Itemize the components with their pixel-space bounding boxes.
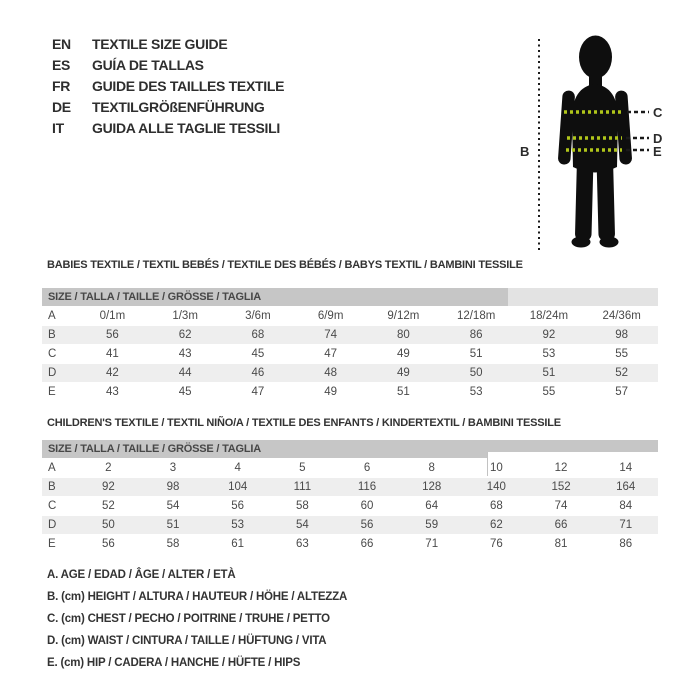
table-cell: 56 <box>101 538 115 550</box>
language-code: FR <box>52 78 71 94</box>
babies-table-rows <box>42 307 658 401</box>
table-cell: 164 <box>616 481 636 493</box>
children-table-rows <box>42 459 658 553</box>
language-code: IT <box>52 120 64 136</box>
row-label: E <box>48 386 56 398</box>
table-cell: 24/36m <box>602 310 641 322</box>
table-cell: 1/3m <box>172 310 198 322</box>
table-row <box>42 497 658 515</box>
table-cell: 62 <box>489 519 503 531</box>
table-cell: 48 <box>324 367 338 379</box>
language-row <box>52 55 284 76</box>
header-highlight-box <box>508 283 664 306</box>
table-cell: 53 <box>231 519 245 531</box>
table-cell: 71 <box>425 538 439 550</box>
babies-size-table <box>42 288 658 401</box>
table-cell: 52 <box>615 367 629 379</box>
children-size-table <box>42 440 658 553</box>
child-silhouette-diagram <box>500 25 680 260</box>
row-label: C <box>48 348 57 360</box>
row-label: A <box>48 310 56 322</box>
table-cell: 58 <box>166 538 180 550</box>
row-label: D <box>48 367 57 379</box>
table-cell: 55 <box>615 348 629 360</box>
table-row <box>42 364 658 382</box>
table-cell: 74 <box>554 500 568 512</box>
table-cell: 60 <box>360 500 374 512</box>
table-cell: 51 <box>542 367 556 379</box>
chest-label: C <box>653 105 663 120</box>
table-cell: 152 <box>551 481 571 493</box>
row-label: D <box>48 519 57 531</box>
table-cell: 45 <box>251 348 265 360</box>
table-cell: 66 <box>360 538 374 550</box>
table-cell: 49 <box>324 386 338 398</box>
table-cell: 47 <box>324 348 338 360</box>
table-cell: 68 <box>489 500 503 512</box>
measurement-figure <box>500 25 680 260</box>
table-row <box>42 459 658 477</box>
table-cell: 51 <box>166 519 180 531</box>
table-header: SIZE / TALLA / TAILLE / GRÖSSE / TAGLIA <box>42 288 658 306</box>
table-cell: 8 <box>428 462 435 474</box>
language-code: ES <box>52 57 71 73</box>
table-cell: 54 <box>295 519 309 531</box>
table-cell: 59 <box>425 519 439 531</box>
table-cell: 51 <box>396 386 410 398</box>
measurement-legend <box>47 564 347 674</box>
table-cell: 18/24m <box>529 310 569 322</box>
table-cell: 56 <box>360 519 374 531</box>
language-title-list <box>52 34 284 139</box>
row-label: A <box>48 462 56 474</box>
row-label: E <box>48 538 56 550</box>
table-cell: 10 <box>489 462 503 474</box>
table-cell: 6/9m <box>317 310 344 322</box>
language-label: TEXTILE SIZE GUIDE <box>92 36 228 52</box>
table-cell: 54 <box>166 500 180 512</box>
legend-item: C. (cm) CHEST / PECHO / POITRINE / TRUHE / PETTO <box>47 613 330 625</box>
table-cell: 74 <box>324 329 338 341</box>
table-row <box>42 307 658 325</box>
table-cell: 57 <box>615 386 629 398</box>
table-cell: 86 <box>469 329 483 341</box>
legend-item: E. (cm) HIP / CADERA / HANCHE / HÜFTE / HIPS <box>47 657 301 669</box>
table-cell: 116 <box>357 481 377 493</box>
table-cell: 43 <box>105 386 119 398</box>
table-cell: 92 <box>101 481 115 493</box>
table-cell: 58 <box>295 500 309 512</box>
table-cell: 56 <box>105 329 119 341</box>
table-cell: 53 <box>469 386 483 398</box>
table-cell: 81 <box>554 538 568 550</box>
language-label: GUIDA ALLE TAGLIE TESSILI <box>92 120 280 136</box>
table-cell: 43 <box>178 348 192 360</box>
language-row <box>52 34 284 55</box>
legend-item: D. (cm) WAIST / CINTURA / TAILLE / HÜFTUNG / VITA <box>47 635 327 647</box>
language-code: EN <box>52 36 71 52</box>
table-cell: 50 <box>469 367 483 379</box>
table-cell: 98 <box>166 481 180 493</box>
table-row <box>42 383 658 401</box>
table-cell: 9/12m <box>387 310 420 322</box>
table-cell: 92 <box>542 329 556 341</box>
legend-item: A. AGE / EDAD / ÂGE / ALTER / ETÀ <box>47 569 236 581</box>
table-cell: 51 <box>469 348 483 360</box>
table-cell: 76 <box>489 538 503 550</box>
table-cell: 128 <box>422 481 442 493</box>
table-cell: 12/18m <box>456 310 496 322</box>
language-row <box>52 76 284 97</box>
table-cell: 104 <box>228 481 248 493</box>
table-row <box>42 535 658 553</box>
table-cell: 68 <box>251 329 265 341</box>
language-label: TEXTILGRÖßENFÜHRUNG <box>92 99 265 115</box>
table-cell: 52 <box>101 500 115 512</box>
table-row <box>42 326 658 344</box>
table-cell: 56 <box>231 500 245 512</box>
table-cell: 45 <box>178 386 192 398</box>
table-cell: 44 <box>178 367 192 379</box>
table-cell: 4 <box>234 462 241 474</box>
table-cell: 49 <box>396 367 410 379</box>
language-code: DE <box>52 99 71 115</box>
table-row <box>42 516 658 534</box>
table-cell: 6 <box>363 462 371 474</box>
table-cell: 3/6m <box>245 310 271 322</box>
table-cell: 47 <box>251 386 265 398</box>
table-cell: 62 <box>178 329 192 341</box>
hip-label: E <box>653 144 662 159</box>
table-cell: 66 <box>554 519 568 531</box>
row-label: C <box>48 500 57 512</box>
table-cell: 64 <box>425 500 439 512</box>
table-cell: 98 <box>615 329 629 341</box>
table-cell: 80 <box>396 329 410 341</box>
height-label: B <box>520 144 530 159</box>
table-header: SIZE / TALLA / TAILLE / GRÖSSE / TAGLIA <box>42 440 658 458</box>
children-section-title: CHILDREN'S TEXTILE / TEXTIL NIÑO/A / TEXTILE DES ENFANTS / KINDERTEXTIL / BAMBINI TESSILE <box>47 417 561 429</box>
language-row <box>52 97 284 118</box>
table-cell: 53 <box>542 348 556 360</box>
child-silhouette <box>558 36 633 248</box>
table-cell: 46 <box>251 367 265 379</box>
table-cell: 2 <box>105 462 112 474</box>
row-label: B <box>48 329 56 341</box>
table-cell: 55 <box>542 386 556 398</box>
table-cell: 71 <box>619 519 633 531</box>
table-cell: 111 <box>293 481 312 493</box>
table-cell: 50 <box>101 519 115 531</box>
language-label: GUIDE DES TAILLES TEXTILE <box>92 78 285 94</box>
table-row <box>42 478 658 496</box>
language-label: GUÍA DE TALLAS <box>92 57 204 73</box>
table-cell: 49 <box>396 348 410 360</box>
table-cell: 84 <box>619 500 633 512</box>
table-cell: 86 <box>619 538 633 550</box>
table-cell: 61 <box>231 538 245 550</box>
waist-label: D <box>653 131 663 146</box>
babies-section-title: BABIES TEXTILE / TEXTIL BEBÉS / TEXTILE DES BÉBÉS / BABYS TEXTIL / BAMBINI TESSILE <box>47 259 523 271</box>
row-label: B <box>48 481 56 493</box>
table-cell: 42 <box>105 367 119 379</box>
table-cell: 12 <box>554 462 568 474</box>
table-cell: 140 <box>486 481 506 493</box>
table-cell: 3 <box>169 462 177 474</box>
table-cell: 63 <box>295 538 309 550</box>
table-row <box>42 345 658 363</box>
table-cell: 5 <box>299 462 306 474</box>
language-row <box>52 118 284 139</box>
table-cell: 41 <box>105 348 119 360</box>
table-cell: 0/1m <box>99 310 126 322</box>
legend-item: B. (cm) HEIGHT / ALTURA / HAUTEUR / HÖHE / ALTEZZA <box>47 591 348 603</box>
table-cell: 14 <box>619 462 633 474</box>
